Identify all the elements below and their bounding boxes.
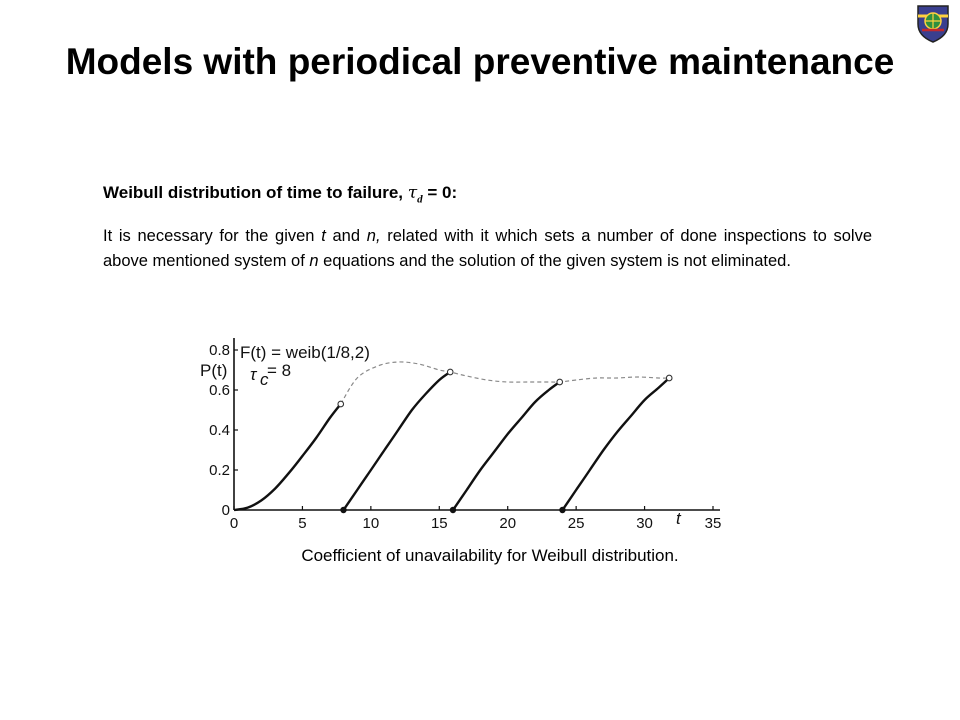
weibull-unavailability-chart (200, 328, 740, 538)
y-axis-label: P(t) (200, 361, 228, 380)
open-marker (447, 369, 453, 375)
paragraph-run: n, (366, 227, 381, 245)
unavailability-segment-line (234, 404, 341, 510)
tau-value-annotation: = 8 (267, 361, 292, 380)
paragraph-run: equations and the solution of the given system is not eliminated. (318, 252, 791, 270)
slide-title: Models with periodical preventive maintenance (65, 41, 895, 82)
x-tick-label: 25 (567, 515, 585, 532)
paragraph-run: n (309, 252, 319, 270)
y-tick-label: 0.8 (209, 342, 230, 359)
x-tick-label: 0 (229, 515, 239, 532)
paragraph-run: It is necessary for the given (103, 227, 322, 245)
tau-annotation: τ (250, 365, 257, 384)
x-tick-label: 10 (362, 515, 380, 532)
x-tick-label: 5 (298, 515, 307, 532)
x-tick-label: 20 (499, 515, 517, 532)
body-paragraph (103, 224, 872, 274)
filled-marker (450, 507, 456, 513)
formula-annotation: F(t) = weib(1/8,2) (240, 343, 370, 362)
tau-subscript: d (417, 193, 423, 206)
crest-emblem-icon (912, 2, 954, 44)
chart-series (234, 362, 669, 510)
y-tick-label: 0.6 (209, 382, 230, 399)
tau-symbol: τ (407, 183, 418, 203)
filled-marker (340, 507, 346, 513)
x-tick-label: 35 (704, 515, 722, 532)
open-marker (666, 375, 672, 381)
chart-axes (234, 338, 720, 510)
envelope-dashed-line (341, 362, 670, 404)
subheading (103, 182, 863, 210)
unavailability-segment-line (563, 378, 670, 510)
figure-caption: Coefficient of unavailability for Weibull distribution. (301, 546, 679, 565)
unavailability-segment-line (344, 372, 451, 510)
chart-markers (338, 369, 672, 513)
x-tick-label: 15 (430, 515, 448, 532)
paragraph-run: related with it which sets a number of done inspections to solve above mentioned system of (103, 227, 872, 270)
unavailability-segment-line (453, 382, 560, 510)
y-tick-label: 0.4 (209, 422, 230, 439)
paragraph-run: and (325, 227, 367, 245)
open-marker (338, 401, 344, 407)
subheading-suffix: = 0: (422, 183, 458, 202)
x-axis-label: t (676, 509, 681, 528)
open-marker (557, 379, 563, 385)
y-tick-label: 0 (221, 502, 230, 519)
x-tick-label: 30 (636, 515, 653, 532)
filled-marker (559, 507, 565, 513)
subheading-prefix: Weibull distribution of time to failure, (103, 183, 408, 202)
tau-subscript-annotation: c (260, 370, 269, 389)
y-tick-label: 0.2 (209, 462, 230, 479)
paragraph-run: t (321, 227, 326, 245)
